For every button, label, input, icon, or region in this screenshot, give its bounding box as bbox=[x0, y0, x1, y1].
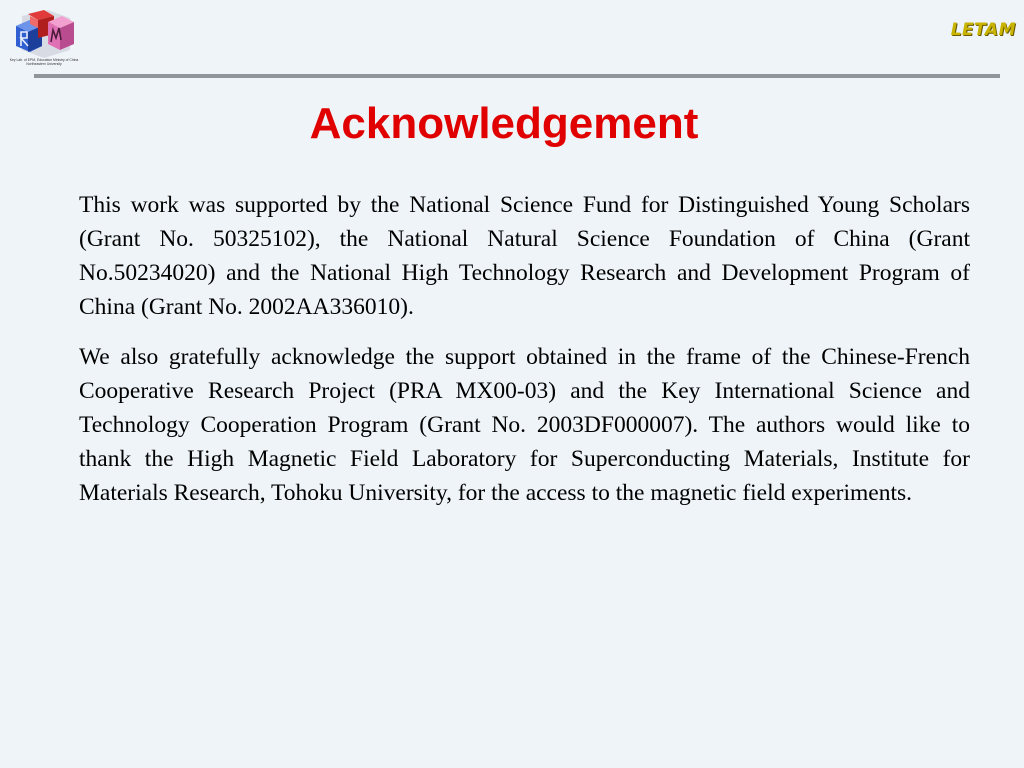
rpm-cube-logo-icon bbox=[8, 6, 80, 62]
brand-label: LETAM bbox=[950, 20, 1016, 40]
acknowledgement-body bbox=[79, 188, 970, 526]
header-divider bbox=[34, 74, 1000, 78]
slide-title: Acknowledgement bbox=[309, 99, 699, 148]
paragraph-funding: This work was supported by the National Science Fund for Distinguished Young Scholars (Grant No. 50325102), the National Natural Science Foundation of China (Grant No.50234020) and the National High Technology Research and Development Program of China (Grant No. 2002AA336010). bbox=[79, 192, 970, 320]
logo-caption bbox=[8, 58, 80, 66]
logo-caption-line2: Northeastern University bbox=[26, 62, 62, 66]
paragraph-support: We also gratefully acknowledge the support obtained in the frame of the Chinese-French Cooperative Research Project (PRA MX00-03) and the Key International Science and Technology Cooperation Program (Grant No. 2003DF000007). The authors would like to thank the High Magnetic Field Laboratory for Superconducting Materials, Institute for Materials Research, Tohoku University, for the access to the magnetic field experiments. bbox=[79, 344, 970, 506]
logo-caption-line1: Key Lab. of EPM, Education Ministry of China bbox=[9, 58, 79, 62]
